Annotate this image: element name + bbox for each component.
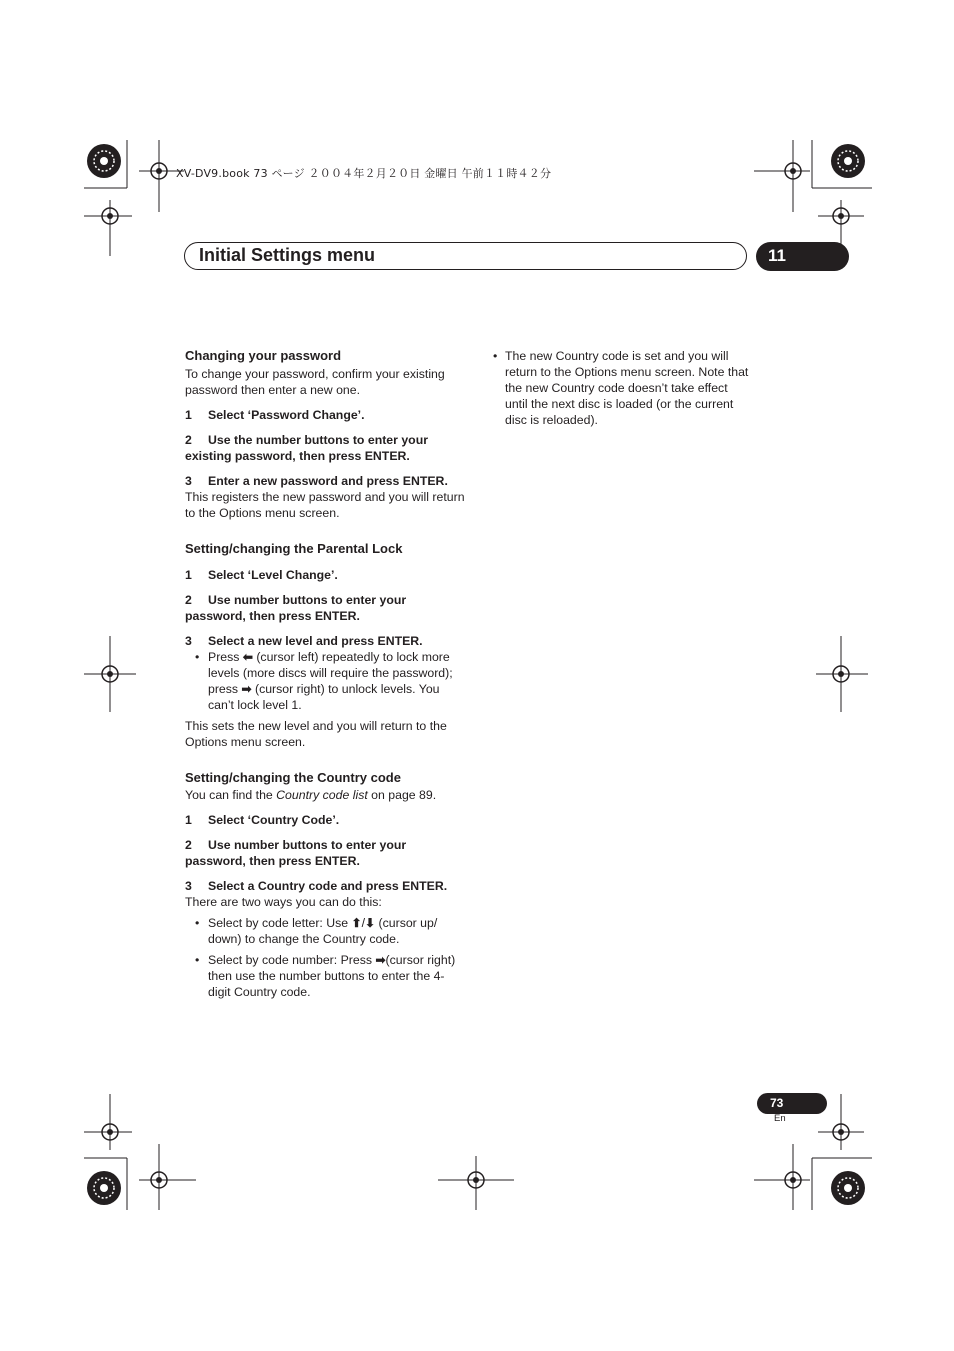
arrow-down-icon: ⬇ <box>365 916 376 930</box>
bullet-item: • Select by code letter: Use ⬆/⬇ (cursor up/ down) to change the Country code. <box>195 916 438 946</box>
print-header: XV-DV9.book 73 ページ ２００４年２月２０日 金曜日 午前１１時４２分 <box>176 167 552 180</box>
step: 1 Select ‘Country Code’. <box>185 813 340 827</box>
paragraph: You can find the Country code list on page 89. <box>185 788 437 802</box>
bullet-item: • Press ⬅ (cursor left) repeatedly to lock more levels (more discs will require the password); press ➡ (cursor right) to unlock levels. You can’t lock level 1. <box>195 650 453 712</box>
chapter-badge <box>756 242 849 271</box>
heading-parental-lock: Setting/changing the Parental Lock <box>185 541 403 556</box>
arrow-right-icon: ➡ <box>241 682 252 696</box>
step: 1 Select ‘Password Change’. <box>185 408 365 422</box>
left-column <box>185 348 465 1000</box>
step: 3 Select a new level and press ENTER. <box>185 634 423 648</box>
page-title: Initial Settings menu <box>199 245 376 265</box>
page-number-badge <box>757 1093 827 1114</box>
paragraph: This sets the new level and you will return to the Options menu screen. <box>185 719 447 749</box>
registration-mark-bottom-center <box>436 1150 516 1214</box>
step: 2 Use number buttons to enter your password, then press ENTER. <box>185 593 407 623</box>
registration-mark-middle-left <box>84 636 144 716</box>
paragraph: To change your password, confirm your existing password then enter a new one. <box>185 367 445 397</box>
registration-mark-bottom-left <box>84 1094 224 1214</box>
bullet-item: • The new Country code is set and you will return to the Options menu screen. Note that the new Country code doesn’t take effect until the next disc is loaded (or the current disc is reloaded). <box>493 349 749 427</box>
step: 3 Select a Country code and press ENTER. <box>185 879 448 893</box>
heading-changing-password: Changing your password <box>185 348 342 363</box>
arrow-up-icon: ⬆ <box>351 916 362 930</box>
step: 1 Select ‘Level Change’. <box>185 568 338 582</box>
chapter-number: 11 <box>768 246 786 265</box>
arrow-right-icon: ➡ <box>375 953 386 967</box>
paragraph: There are two ways you can do this: <box>185 895 382 909</box>
section-title-bar <box>184 242 747 270</box>
registration-mark-middle-right <box>814 636 874 716</box>
step: 2 Use number buttons to enter your password, then press ENTER. <box>185 838 407 868</box>
page-number: 73 <box>770 1096 784 1110</box>
right-column <box>490 348 752 428</box>
heading-country-code: Setting/changing the Country code <box>185 770 401 785</box>
bullet-item: • Select by code number: Press ➡(cursor right) then use the number buttons to enter the 4-digit Country code. <box>195 953 456 999</box>
language-label: En <box>774 1113 786 1124</box>
arrow-left-icon: ⬅ <box>242 650 253 664</box>
paragraph: This registers the new password and you will return to the Options menu screen. <box>185 490 465 520</box>
step: 2 Use the number buttons to enter your existing password, then press ENTER. <box>185 433 428 463</box>
step: 3 Enter a new password and press ENTER. <box>185 474 448 488</box>
